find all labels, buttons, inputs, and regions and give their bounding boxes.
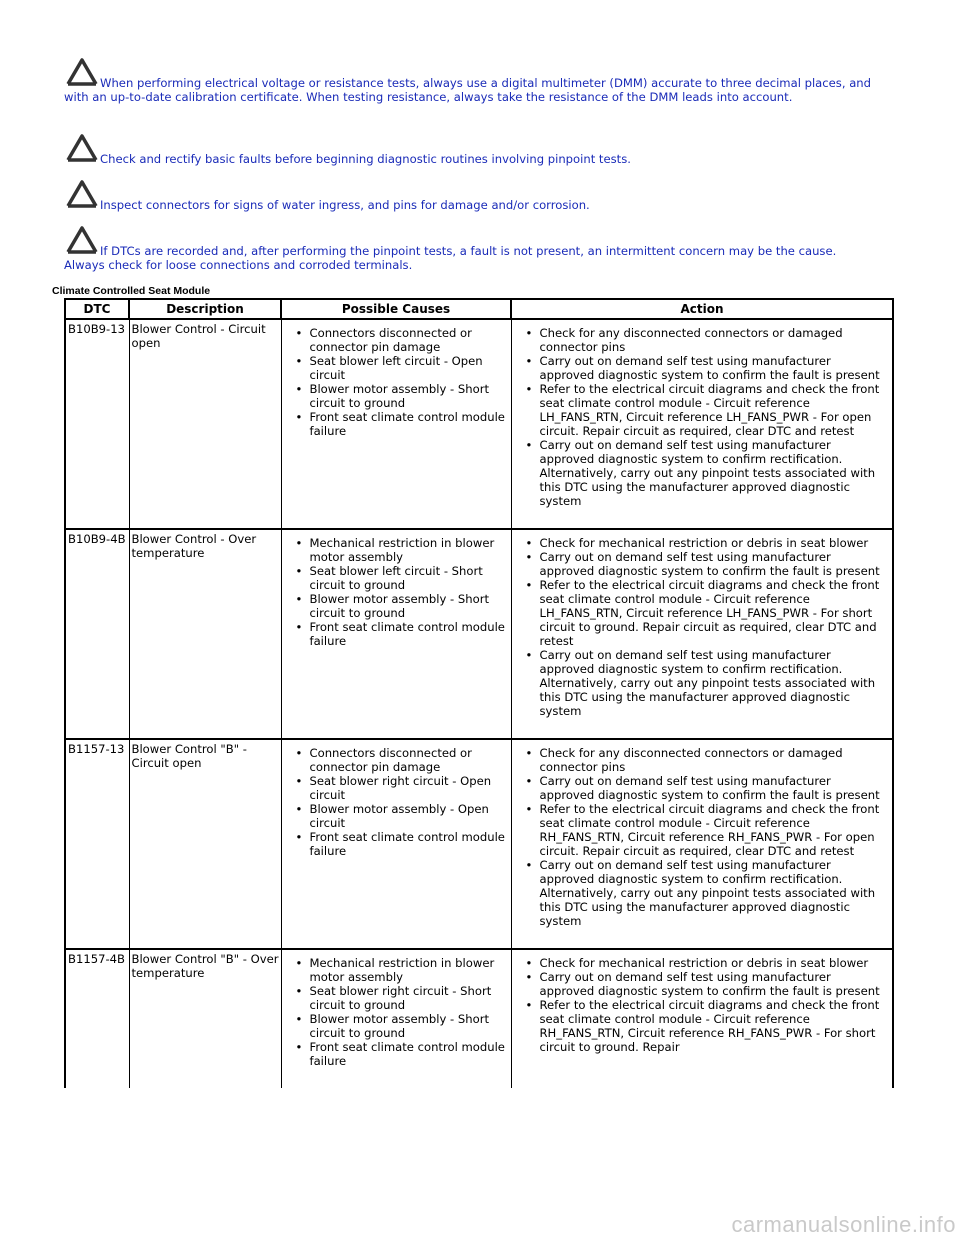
dtc-table <box>64 298 894 1088</box>
dtc-description: Blower Control "B" - Circuit open <box>129 739 281 949</box>
cause-item: • Connectors disconnected or connector pin damage <box>310 746 507 774</box>
cause-item: • Blower motor assembly - Short circuit to ground <box>310 592 507 620</box>
cause-item: • Front seat climate control module failure <box>310 410 507 438</box>
action-cell <box>511 949 893 1088</box>
action-item: • Check for mechanical restriction or debris in seat blower <box>540 536 889 550</box>
warning-triangle-icon <box>64 58 100 86</box>
section-title: Climate Controlled Seat Module <box>52 285 211 297</box>
action-item: • Refer to the electrical circuit diagrams and check the front seat climate control module - Circuit reference LH_FANS_RTN, Circuit reference LH_FANS_PWR - For short circuit to ground. Repair circuit as required, clear DTC and retest <box>540 578 889 648</box>
cause-item: • Blower motor assembly - Short circuit to ground <box>310 1012 507 1040</box>
header-description: Description <box>129 299 281 319</box>
dtc-code: B10B9-13 <box>65 319 129 529</box>
cause-item: • Seat blower right circuit - Short circuit to ground <box>310 984 507 1012</box>
warning-triangle-icon <box>64 180 100 208</box>
cause-item: • Connectors disconnected or connector pin damage <box>310 326 507 354</box>
watermark: carmanualsonline.info <box>731 1212 956 1237</box>
possible-causes-cell <box>281 949 511 1088</box>
possible-causes-cell <box>281 529 511 739</box>
action-cell <box>511 319 893 529</box>
note-4 <box>64 226 874 272</box>
dtc-description: Blower Control "B" - Over temperature <box>129 949 281 1088</box>
possible-causes-cell <box>281 739 511 949</box>
dtc-code: B1157-4B <box>65 949 129 1088</box>
table-row <box>65 949 893 1088</box>
note-text: When performing electrical voltage or resistance tests, always use a digital multimeter (DMM) accurate to three decimal places, and with an up-to-date calibration certificate. When testing resistance, always take the resistance of the DMM leads into account. <box>64 76 872 104</box>
table-header-row <box>65 299 893 319</box>
cause-item: • Front seat climate control module failure <box>310 1040 507 1068</box>
dtc-description: Blower Control - Circuit open <box>129 319 281 529</box>
table-row <box>65 739 893 949</box>
action-item: • Carry out on demand self test using manufacturer approved diagnostic system to confirm the fault is present <box>540 970 889 998</box>
cause-item: • Front seat climate control module failure <box>310 620 507 648</box>
warning-triangle-icon <box>64 226 100 254</box>
cause-item: • Blower motor assembly - Open circuit <box>310 802 507 830</box>
cause-item: • Front seat climate control module failure <box>310 830 507 858</box>
action-item: • Check for mechanical restriction or debris in seat blower <box>540 956 889 970</box>
action-item: • Check for any disconnected connectors or damaged connector pins <box>540 746 889 774</box>
cause-item: • Blower motor assembly - Short circuit to ground <box>310 382 507 410</box>
action-item: • Carry out on demand self test using manufacturer approved diagnostic system to confirm the fault is present <box>540 354 889 382</box>
action-cell <box>511 529 893 739</box>
note-text: Inspect connectors for signs of water ingress, and pins for damage and/or corrosion. <box>100 198 590 212</box>
table-row <box>65 529 893 739</box>
note-2 <box>64 134 874 166</box>
warning-triangle-icon <box>64 134 100 162</box>
action-item: • Check for any disconnected connectors or damaged connector pins <box>540 326 889 354</box>
action-item: • Carry out on demand self test using manufacturer approved diagnostic system to confirm rectification. Alternatively, carry out any pinpoint tests associated with this DTC using the manufacturer approved diagnostic system <box>540 648 889 718</box>
action-item: • Carry out on demand self test using manufacturer approved diagnostic system to confirm the fault is present <box>540 774 889 802</box>
cause-item: • Mechanical restriction in blower motor assembly <box>310 956 507 984</box>
note-1 <box>64 58 874 104</box>
action-item: • Carry out on demand self test using manufacturer approved diagnostic system to confirm the fault is present <box>540 550 889 578</box>
action-item: • Refer to the electrical circuit diagrams and check the front seat climate control module - Circuit reference LH_FANS_RTN, Circuit reference LH_FANS_PWR - For open circuit. Repair circuit as required, clear DTC and retest <box>540 382 889 438</box>
dtc-code: B10B9-4B <box>65 529 129 739</box>
header-dtc: DTC <box>65 299 129 319</box>
note-text: If DTCs are recorded and, after performing the pinpoint tests, a fault is not present, an intermittent concern may be the cause. Always check for loose connections and corroded terminals. <box>64 244 837 272</box>
cause-item: • Seat blower right circuit - Open circuit <box>310 774 507 802</box>
action-item: • Refer to the electrical circuit diagrams and check the front seat climate control module - Circuit reference RH_FANS_RTN, Circuit reference RH_FANS_PWR - For short circuit to ground. Repair <box>540 998 889 1054</box>
cause-item: • Seat blower left circuit - Open circuit <box>310 354 507 382</box>
action-cell <box>511 739 893 949</box>
cause-item: • Seat blower left circuit - Short circuit to ground <box>310 564 507 592</box>
dtc-code: B1157-13 <box>65 739 129 949</box>
cause-item: • Mechanical restriction in blower motor assembly <box>310 536 507 564</box>
header-action: Action <box>511 299 893 319</box>
note-text: Check and rectify basic faults before beginning diagnostic routines involving pinpoint tests. <box>100 152 631 166</box>
possible-causes-cell <box>281 319 511 529</box>
action-item: • Carry out on demand self test using manufacturer approved diagnostic system to confirm rectification. Alternatively, carry out any pinpoint tests associated with this DTC using the manufacturer approved diagnostic system <box>540 438 889 508</box>
table-row <box>65 319 893 529</box>
note-3 <box>64 180 874 212</box>
dtc-description: Blower Control - Over temperature <box>129 529 281 739</box>
action-item: • Refer to the electrical circuit diagrams and check the front seat climate control module - Circuit reference RH_FANS_RTN, Circuit reference RH_FANS_PWR - For open circuit. Repair circuit as required, clear DTC and retest <box>540 802 889 858</box>
action-item: • Carry out on demand self test using manufacturer approved diagnostic system to confirm rectification. Alternatively, carry out any pinpoint tests associated with this DTC using the manufacturer approved diagnostic system <box>540 858 889 928</box>
header-possible-causes: Possible Causes <box>281 299 511 319</box>
